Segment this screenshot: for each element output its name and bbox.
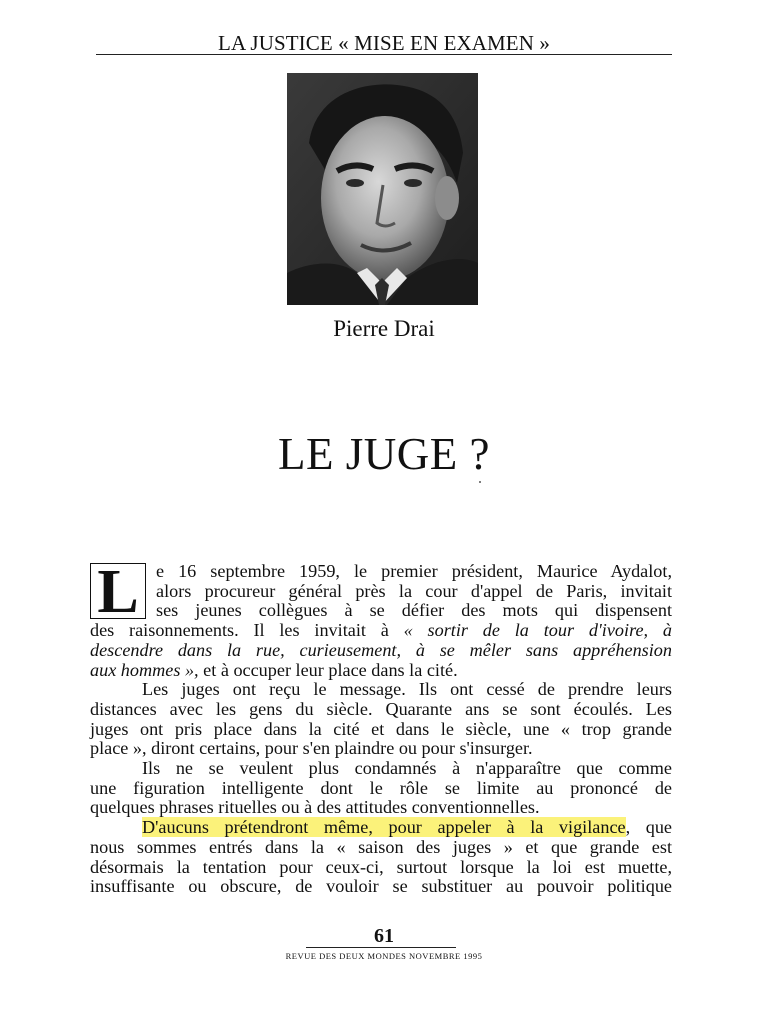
text-line: Ils ne se veulent plus condamnés à n'apparaître que comme — [142, 758, 672, 779]
text-line: nous sommes entrés dans la « saison des juges » et que grande est — [90, 836, 672, 857]
text-span: des raisonnements. Il les invitait à — [90, 620, 404, 641]
text-line — [90, 641, 672, 661]
quote-span: aux hommes », — [90, 659, 199, 680]
publication-footer: REVUE DES DEUX MONDES NOVEMBRE 1995 — [285, 951, 483, 961]
page-number: 61 — [374, 925, 394, 947]
quote-span: descendre dans la rue, curieusement, à se mêler sans appréhension — [90, 639, 672, 660]
text-line — [90, 661, 672, 681]
quote-span: « sortir de la tour d'ivoire, à — [403, 620, 673, 641]
text-line: Les juges ont reçu le message. Ils ont cessé de prendre leurs — [142, 679, 672, 700]
author-portrait — [287, 73, 478, 305]
text-span: , que — [625, 817, 672, 838]
text-line — [90, 621, 672, 641]
article-body — [90, 562, 672, 897]
author-name: Pierre Drai — [333, 316, 435, 341]
text-line: insuffisante ou obscure, de vouloir se substituer au pouvoir politique — [90, 876, 672, 897]
drop-cap: L — [90, 563, 146, 619]
text-line: place », diront certains, pour s'en plaindre ou pour s'insurger. — [90, 738, 533, 759]
article-title: LE JUGE ? — [278, 429, 490, 479]
footer-rule — [306, 947, 456, 948]
running-header: LA JUSTICE « MISE EN EXAMEN » — [218, 31, 550, 55]
text-line: ses jeunes collègues à se défier des mots qui dispensent — [156, 600, 672, 621]
text-line — [90, 818, 672, 838]
text-line: quelques phrases rituelles ou à des attitudes conventionnelles. — [90, 797, 540, 818]
text-span: et à occuper leur place dans la cité. — [198, 659, 458, 680]
text-line: une figuration intelligente dont le rôle se limite au prononcé de — [90, 777, 672, 798]
text-line: distances avec les gens du siècle. Quarante ans se sont écoulés. Les — [90, 698, 672, 719]
text-line: juges ont pris place dans la cité et dans le siècle, une « trop grande — [90, 718, 672, 739]
text-line: désormais la tentation pour ceux-ci, surtout lorsque la loi est muette, — [90, 856, 672, 877]
header-rule — [96, 54, 672, 55]
portrait-image — [287, 73, 478, 305]
scan-speck — [479, 481, 481, 483]
text-line: alors procureur général près la cour d'appel de Paris, invitait — [156, 580, 672, 601]
text-line: e 16 septembre 1959, le premier président, Maurice Aydalot, — [156, 561, 672, 581]
highlighted-text: D'aucuns prétendront même, pour appeler à la vigilance — [142, 817, 626, 838]
